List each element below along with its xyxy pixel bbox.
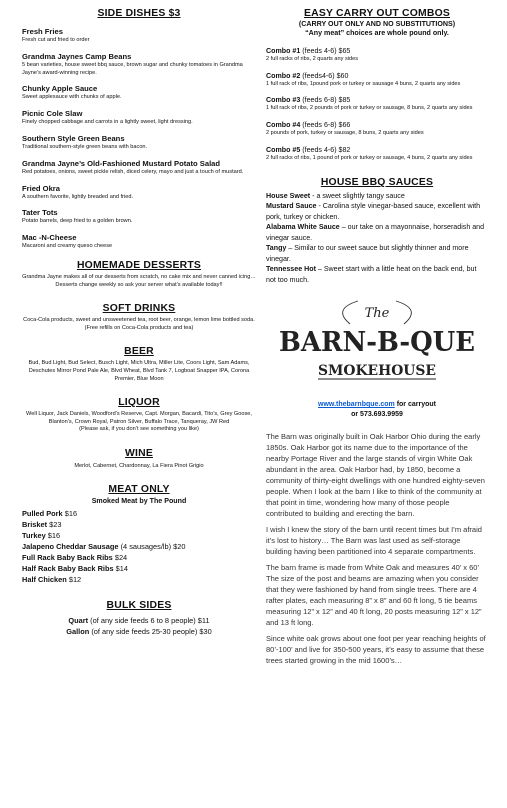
sauce-name: Tangy bbox=[266, 244, 287, 253]
side-dish-item bbox=[22, 208, 256, 226]
combos-subheading-1: (CARRY OUT ONLY AND NO SUBSTITUTIONS) bbox=[298, 20, 456, 28]
combo-name: Combo #4 bbox=[266, 121, 301, 130]
website-line bbox=[266, 400, 488, 410]
meat-price: $14 bbox=[113, 563, 128, 573]
side-dish-name: Picnic Cole Slaw bbox=[22, 109, 83, 119]
combo-title bbox=[266, 120, 488, 130]
desserts-description: Grandma Jayne makes all of our desserts from scratch, no cake mix and never canned icing… Desserts change weekly so ask your server what’s available today!! bbox=[22, 273, 256, 288]
wine-section bbox=[22, 448, 256, 471]
side-dish-item bbox=[22, 52, 256, 78]
liquor-note: (Please ask, if you don’t see something you like) bbox=[79, 426, 199, 433]
meat-price: $24 bbox=[112, 552, 128, 562]
meat-name: Pulled Pork bbox=[22, 508, 63, 518]
sauce-description: - Carolina style vinegar-based sauce, excellent with pork, turkey or chicken. bbox=[266, 202, 481, 221]
meat-item bbox=[22, 508, 256, 519]
sauce-item bbox=[266, 201, 488, 222]
combo-title bbox=[266, 71, 488, 81]
side-dish-description: Traditional southern-style green beans with bacon. bbox=[22, 143, 148, 150]
bulk-side-price: (of any side feeds 25-30 people) $30 bbox=[89, 626, 212, 636]
liquor-heading: LIQUOR bbox=[118, 397, 160, 409]
combo-name: Combo #2 bbox=[266, 71, 301, 80]
wine-description: Merlot, Cabernet, Chardonnay, La Fiera Pinot Grigio bbox=[74, 462, 204, 469]
combo-detail: (feeds 4-6) $65 bbox=[300, 46, 351, 55]
sauce-item bbox=[266, 264, 488, 285]
contact-block bbox=[266, 400, 488, 419]
side-dishes-section bbox=[22, 8, 256, 251]
side-dish-name: Fresh Fries bbox=[22, 27, 63, 36]
combo-item bbox=[266, 120, 488, 138]
logo-name: BARN-B-QUE bbox=[279, 327, 475, 359]
side-dish-name: Tater Tots bbox=[22, 208, 58, 218]
meat-price: $12 bbox=[66, 574, 82, 584]
combos-section bbox=[266, 8, 488, 163]
combo-item bbox=[266, 95, 488, 113]
liquor-section bbox=[22, 397, 256, 434]
soft-drinks-description: Coca-Cola products, sweet and unsweetened tea, root beer, orange, lemon lime bottled soda. bbox=[23, 317, 255, 324]
meat-only-subheading: Smoked Meat by The Pound bbox=[91, 496, 187, 505]
meat-item bbox=[22, 574, 256, 585]
wine-heading: WINE bbox=[125, 447, 153, 459]
desserts-section bbox=[22, 260, 256, 289]
combo-detail: (feeds 6-8) $66 bbox=[300, 121, 351, 130]
side-dish-description: Fresh cut and fried to order bbox=[22, 37, 90, 43]
side-dishes-heading: SIDE DISHES $3 bbox=[97, 8, 181, 19]
meat-name: Full Rack Baby Back Ribs bbox=[22, 552, 113, 562]
phone-number: or 573.693.9959 bbox=[351, 410, 403, 418]
meat-item bbox=[22, 552, 256, 563]
sauce-name: Alabama White Sauce bbox=[266, 223, 340, 232]
logo-smokehouse: SMOKEHOUSE bbox=[318, 363, 436, 380]
combos-subheading-2: “Any meat” choices are whole pound only. bbox=[305, 29, 449, 38]
meat-price: $23 bbox=[47, 519, 62, 529]
meat-item bbox=[22, 541, 256, 552]
soft-drinks-heading: SOFT DRINKS bbox=[102, 303, 176, 315]
combo-detail: (feeds4-6) $60 bbox=[300, 71, 349, 80]
meat-only-section bbox=[22, 484, 256, 585]
meat-item bbox=[22, 530, 256, 541]
combo-name: Combo #1 bbox=[266, 46, 301, 55]
sauce-description: – Similar to our sweet sauce but slightly thinner and more vinegar. bbox=[266, 244, 469, 263]
side-dish-description: A southern favorite, lightly breaded and fried. bbox=[22, 193, 134, 200]
bulk-sides-heading: BULK SIDES bbox=[106, 599, 172, 611]
sauces-heading: HOUSE BBQ SAUCES bbox=[320, 176, 434, 188]
side-dish-name: Fried Okra bbox=[22, 183, 60, 193]
sauce-name: Tennessee Hot bbox=[266, 265, 316, 274]
combo-title bbox=[266, 95, 488, 105]
side-dish-description: Red potatoes, onions, sweet pickle relish, diced celery, mayo and just a touch of mustard. bbox=[22, 168, 244, 175]
logo-graphic bbox=[272, 297, 482, 387]
meat-price: $16 bbox=[45, 530, 61, 540]
side-dish-item bbox=[22, 109, 256, 127]
combo-item bbox=[266, 145, 488, 163]
side-dish-item bbox=[22, 159, 256, 177]
sauce-description: – our take on a mayonnaise, horseradish and vinegar sauce. bbox=[266, 223, 485, 242]
story-paragraph: The Barn was originally built in Oak Harbor Ohio during the early 1850s. Oak Harbor got its name due to the importance of the nearby Portage River and the large stands of virgin White Oak abundant in the area. Oak Harbor had, by 1850, become a community of thirty-eight dwellings with one hundred eighty-seven people. When I look at the barn I like to think of the community at that point in time, wondering how many of those people contributed to building and erecting the barn. bbox=[266, 432, 485, 519]
bulk-side-name: Quart bbox=[68, 615, 89, 625]
combos-heading: EASY CARRY OUT COMBOS bbox=[303, 8, 451, 19]
meat-name: Half Chicken bbox=[22, 574, 67, 584]
sauce-name: House Sweet bbox=[266, 191, 311, 200]
combo-detail: (feeds 6-8) $85 bbox=[300, 96, 351, 105]
combo-item bbox=[266, 46, 488, 64]
side-dish-item bbox=[22, 27, 256, 45]
barn-b-que-logo bbox=[266, 297, 488, 392]
meat-only-heading: MEAT ONLY bbox=[108, 483, 170, 495]
soft-drinks-note: (Free refills on Coca-Cola products and tea) bbox=[84, 324, 194, 331]
bulk-side-item bbox=[22, 615, 256, 626]
bulk-side-price: (of any side feeds 6 to 8 people) $11 bbox=[88, 615, 210, 625]
bulk-sides-section bbox=[22, 600, 256, 637]
combo-description: 1 full rack of ribs, 2 pounds of pork or turkey or sausage, 8 buns, 2 quarts any sides bbox=[266, 105, 473, 112]
meat-name: Turkey bbox=[22, 530, 46, 540]
logo-the: The bbox=[364, 306, 390, 322]
combo-name: Combo #5 bbox=[266, 146, 301, 154]
meat-only-list bbox=[22, 508, 256, 585]
right-column bbox=[266, 8, 488, 666]
liquor-description: Well Liquor, Jack Daniels, Woodford’s Reserve, Capt. Morgan, Bacardi, Tito’s, Grey Goose, Blanton’s, Crown Royal, Patron Silver, Buffalo Trace, Tanqueray, JW Red bbox=[26, 411, 252, 425]
soft-drinks-section bbox=[22, 303, 256, 332]
side-dish-item bbox=[22, 134, 256, 152]
combo-item bbox=[266, 71, 488, 89]
side-dish-name: Southern Style Green Beans bbox=[22, 133, 125, 143]
side-dish-description: Finely chopped cabbage and carrots in a lightly sweet, light dressing. bbox=[22, 119, 193, 126]
combo-detail: (feeds 4-6) $82 bbox=[300, 146, 351, 154]
side-dish-item bbox=[22, 233, 256, 251]
side-dish-name: Chunky Apple Sauce bbox=[22, 84, 98, 94]
side-dish-description: 5 bean varieties, house sweet bbq sauce, brown sugar and chunky tomatoes in Grandma Jayne’s award-winning recipe. bbox=[22, 61, 243, 76]
side-dish-name: Mac -N-Cheese bbox=[22, 233, 77, 243]
combo-title bbox=[266, 145, 488, 155]
combo-description: 2 full racks of ribs, 1 pound of pork or turkey or sausage, 4 buns, 2 quarts any sides bbox=[266, 155, 473, 161]
bulk-side-name: Gallon bbox=[66, 626, 90, 636]
story-paragraph: I wish I knew the story of the barn until recent times but I’m afraid it’s lost to history… The Barn was last used as self-storage building having been partitioned into 4 separate compartments. bbox=[266, 525, 482, 557]
meat-name: Brisket bbox=[22, 519, 48, 529]
meat-price: (4 sausages/lb) $20 bbox=[118, 541, 186, 551]
side-dish-item bbox=[22, 84, 256, 102]
combo-title bbox=[266, 46, 488, 56]
meat-name: Jalapeno Cheddar Sausage bbox=[22, 541, 119, 551]
website-link[interactable]: www.thebarnbque.com bbox=[318, 401, 395, 409]
combo-name: Combo #3 bbox=[266, 96, 301, 105]
bulk-side-item bbox=[22, 626, 256, 637]
sauce-item bbox=[266, 243, 488, 264]
side-dish-item bbox=[22, 184, 256, 202]
meat-item bbox=[22, 519, 256, 530]
sauces-section bbox=[266, 177, 488, 286]
sauce-description: – Sweet start with a little heat on the back end, but not too much. bbox=[266, 265, 477, 284]
meat-name: Half Rack Baby Back Ribs bbox=[22, 563, 114, 573]
sauce-name: Mustard Sauce bbox=[266, 202, 317, 211]
combo-description: 1 full rack of ribs, 1pound pork or turkey or sausage 4 buns, 2 quarts any sides bbox=[266, 80, 461, 87]
desserts-heading: HOMEMADE DESSERTS bbox=[76, 259, 202, 271]
bulk-sides-list bbox=[22, 615, 256, 637]
carryout-text: for carryout bbox=[394, 401, 436, 409]
meat-item bbox=[22, 563, 256, 574]
combo-description: 2 full racks of ribs, 2 quarts any sides bbox=[266, 55, 359, 62]
beer-description: Bud, Bud Light, Bud Select, Busch Light, Mich Ultra, Miller Lite, Coors Light, Sam Adams, Deschutes Mirror Pond Pale Ale, Blvd Wheat, Blvd Tank 7, Logboat Snapper IPA, Corona Premier, Blue Moon bbox=[28, 360, 250, 382]
story-paragraph: Since white oak grows about one foot per year reaching heights of 80’-100’ and live for 350-500 years, it’s easy to assume that these trees started growing in the mid 1600’s… bbox=[266, 634, 486, 666]
side-dish-name: Grandma Jayne’s Old-Fashioned Mustard Potato Salad bbox=[22, 158, 221, 168]
sauces-list bbox=[266, 191, 488, 286]
story-paragraph: The barn frame is made from White Oak and measures 40’ x 60’ The size of the post and beams are amazing when you consider that they were fashioned by hand from single trees. There are 4 rafter plates, each measuring 8” x 8” and 60 ft long, 5 tie beams measuring 12” x 12” and 40 ft long, 20 posts measuring 12” x 12” and 13 ft long. bbox=[266, 563, 482, 628]
beer-section bbox=[22, 346, 256, 383]
side-dish-name: Grandma Jaynes Camp Beans bbox=[22, 51, 132, 61]
beer-heading: BEER bbox=[124, 346, 154, 358]
combo-description: 2 pounds of pork, turkey or sausage, 8 buns, 2 quarts any sides bbox=[266, 130, 424, 137]
side-dish-description: Sweet applesauce with chunks of apple. bbox=[22, 94, 122, 101]
barn-story bbox=[266, 431, 488, 666]
side-dish-description: Macaroni and creamy queso cheese bbox=[22, 243, 113, 250]
meat-price: $16 bbox=[62, 508, 78, 518]
side-dish-description: Potato barrels, deep fried to a golden brown. bbox=[22, 218, 133, 225]
combos-list bbox=[266, 46, 488, 163]
sauce-item bbox=[266, 222, 488, 243]
sauce-description: - a sweet slightly tangy sauce bbox=[310, 191, 405, 200]
left-column bbox=[22, 8, 256, 637]
sauce-item bbox=[266, 191, 488, 202]
side-dishes-list bbox=[22, 27, 256, 251]
